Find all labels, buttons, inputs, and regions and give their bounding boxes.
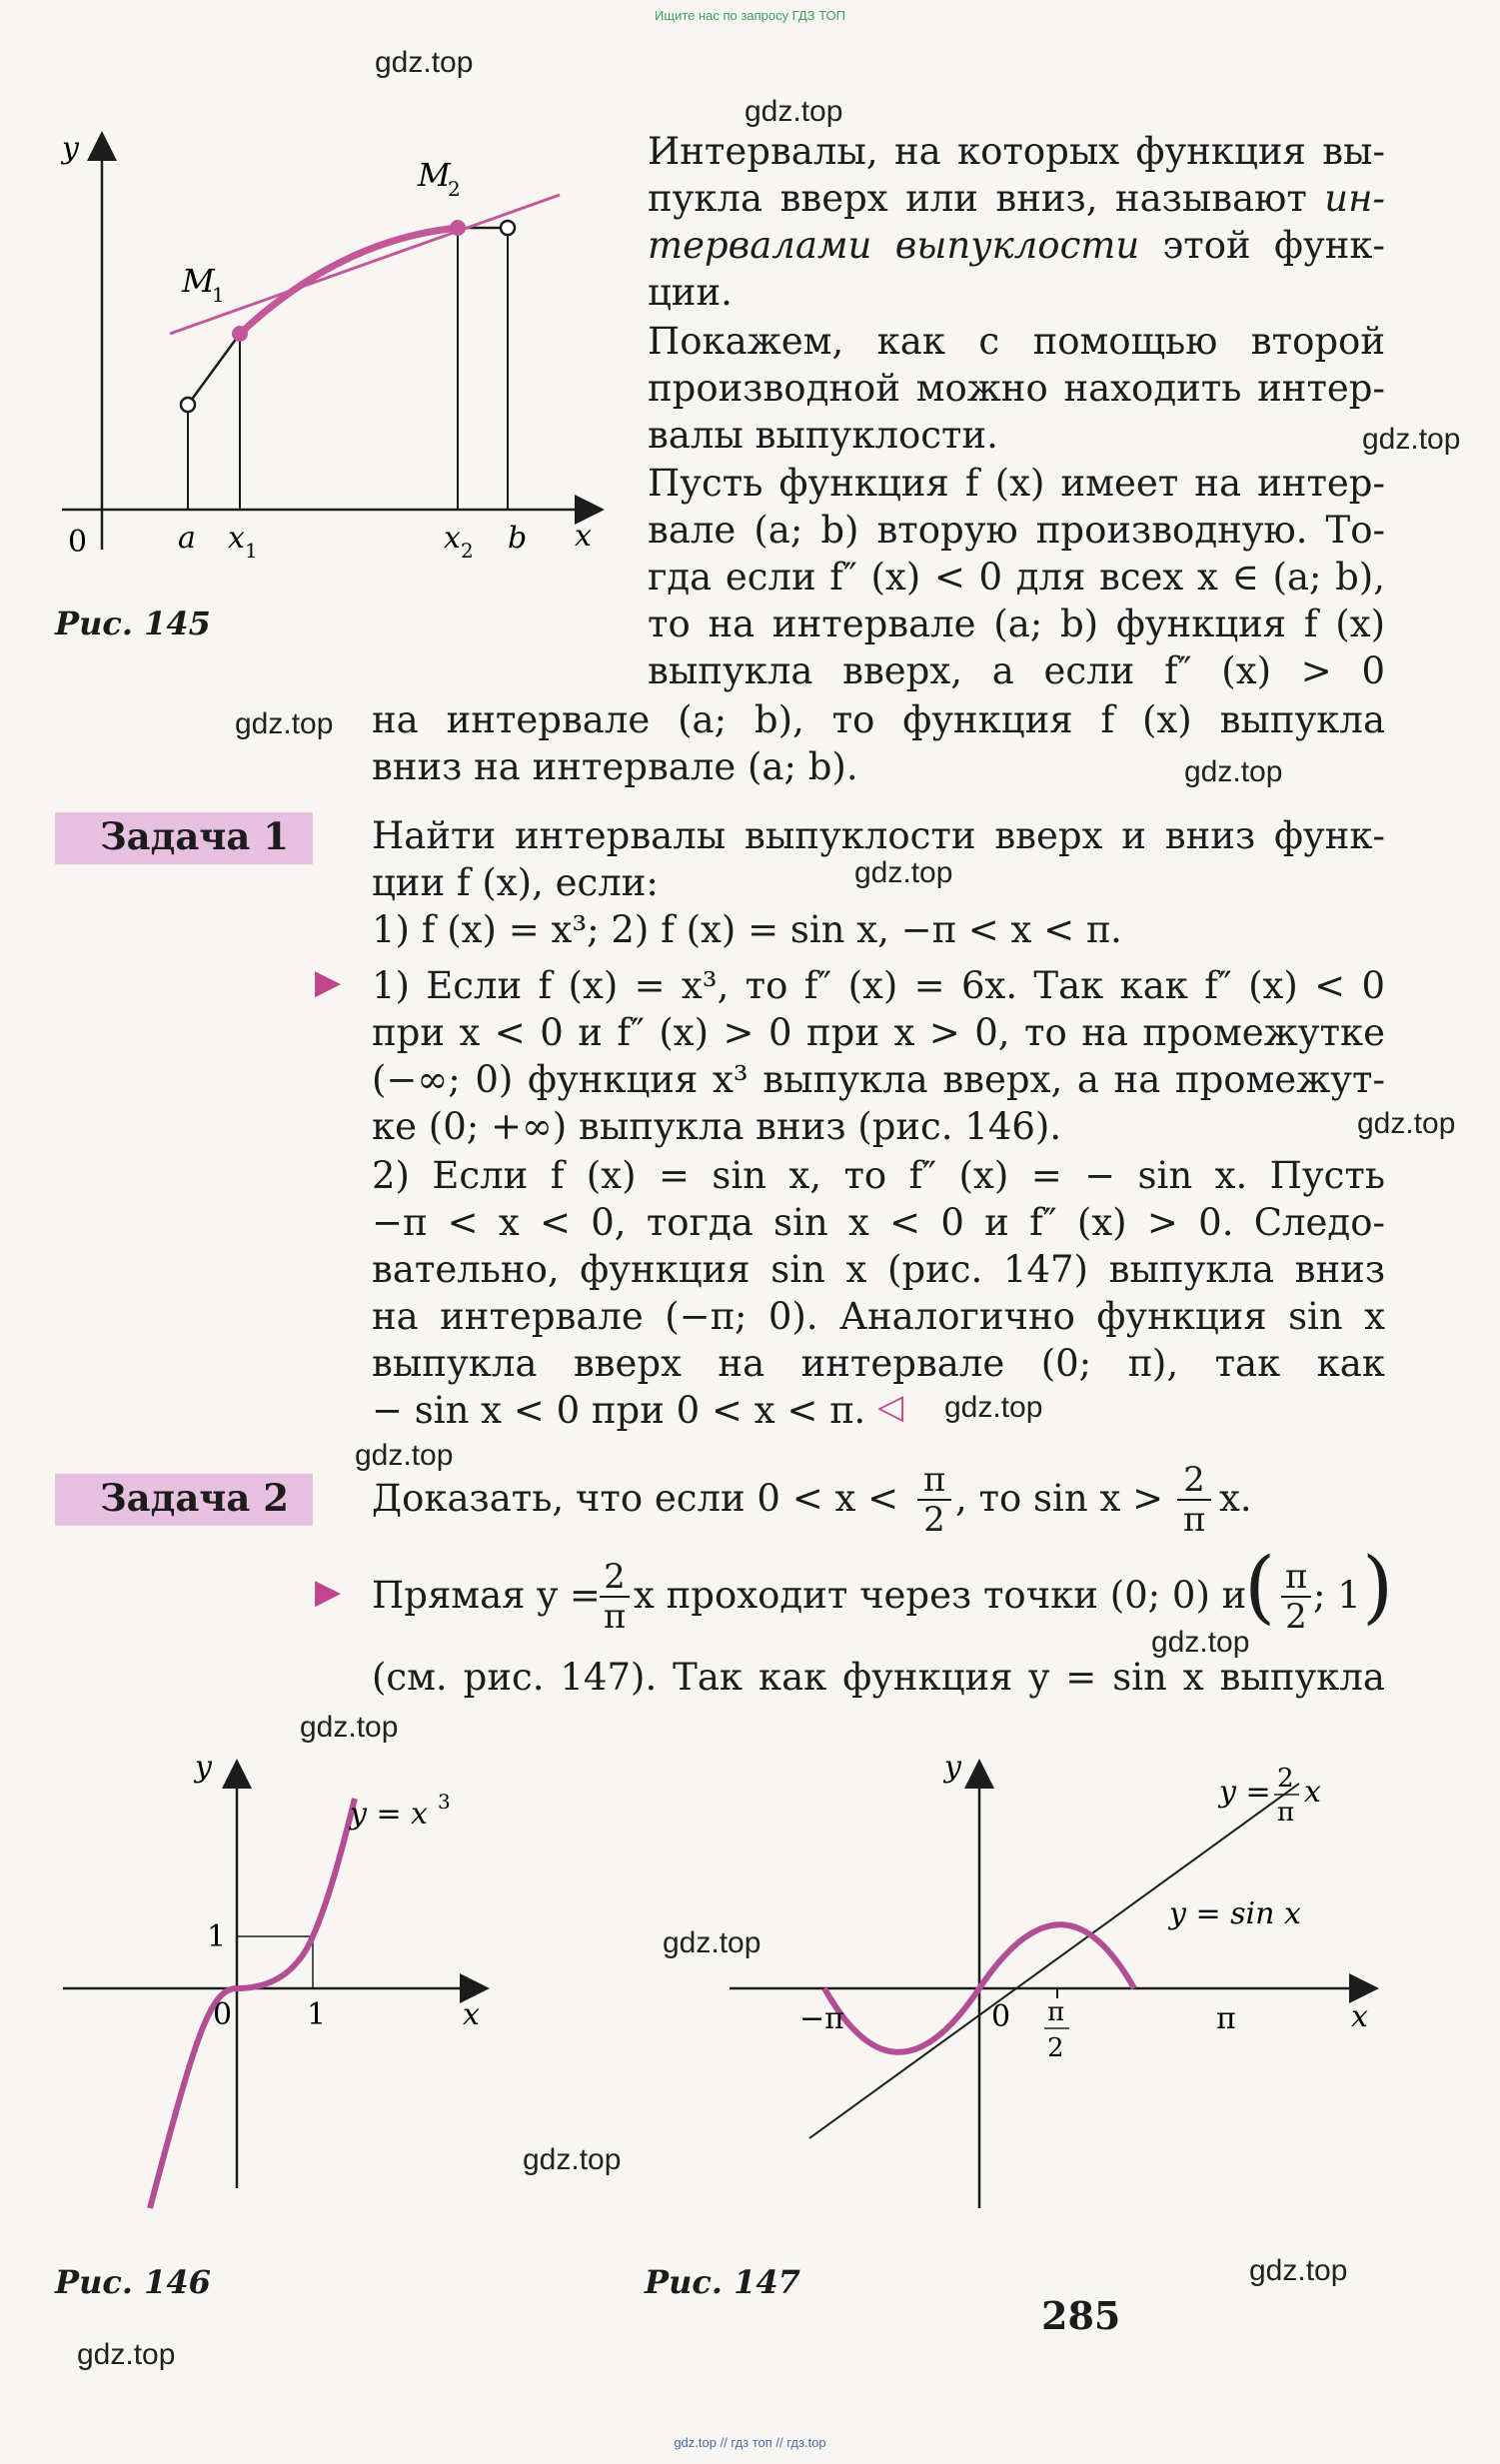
endpoint-a: [181, 398, 195, 412]
curve-black: [188, 228, 508, 405]
watermark: gdz.top: [375, 46, 474, 79]
task1-solution-9: выпукла вверх на интервале (0; π), так как: [372, 1342, 1385, 1385]
task2-frac1: π 2: [917, 1461, 951, 1539]
x-label: x: [575, 519, 592, 554]
task1-solution-5: 2) Если f (x) = sin x, то f″ (x) = − sin x. Пусть: [372, 1154, 1385, 1197]
m2-subscript: 2: [448, 177, 461, 201]
watermark: gdz.top: [77, 2338, 176, 2371]
intro-line-3: тервалами выпуклости этой функ-: [648, 224, 1385, 267]
function-exponent: 3: [438, 1790, 451, 1814]
a-label: a: [178, 521, 196, 556]
pi-label: π: [1216, 2001, 1236, 2036]
solution-start-icon-2: ▶: [315, 1572, 342, 1612]
intro-line-8: Пусть функция f (x) имеет на интер-: [648, 462, 1385, 505]
function-label: y = x: [350, 1797, 429, 1832]
task1-solution-1: 1) Если f (x) = x³, то f″ (x) = 6x. Так как f″ (x) < 0: [372, 964, 1385, 1007]
intro-line-14: вниз на интервале (a; b).: [372, 745, 858, 788]
task2-solution-1b: x проходит через точки (0; 0) и: [634, 1574, 1247, 1617]
task1-line-3: 1) f (x) = x³; 2) f (x) = sin x, −π < x < π.: [372, 908, 1122, 951]
neg-pi-label: −π: [799, 2001, 844, 2036]
intro-line-7: валы выпуклости.: [648, 414, 998, 457]
task1-label: Задача 1: [100, 814, 289, 858]
half-pi-denominator: 2: [1047, 2033, 1064, 2063]
solution-start-icon: ▶: [315, 962, 342, 1002]
x1-label: x: [228, 521, 245, 556]
m2-label: M: [418, 156, 451, 194]
task1-line-2: ции f (x), если:: [372, 861, 659, 904]
task2-line-1b: , то sin x >: [955, 1477, 1164, 1520]
intro-line-12: выпукла вверх, а если f″ (x) > 0: [648, 649, 1385, 692]
task2-label: Задача 2: [100, 1476, 289, 1520]
left-paren: (: [1244, 1540, 1276, 1633]
task1-solution-7: вательно, функция sin x (рис. 147) выпукла вниз: [372, 1248, 1385, 1291]
m1-subscript: 1: [212, 283, 225, 307]
task1-solution-3: (−∞; 0) функция x³ выпукла вверх, а на промежут-: [372, 1058, 1385, 1101]
watermark: gdz.top: [854, 856, 953, 889]
b-label: b: [508, 521, 528, 556]
m1-label: M: [182, 262, 215, 300]
endpoint-b: [501, 221, 515, 235]
origin-label: 0: [68, 525, 88, 560]
caption-fig145: Рис. 145: [55, 605, 211, 642]
intro-line-5: Покажем, как с помощью второй: [648, 320, 1385, 363]
figure-146: [55, 1739, 495, 2258]
task2-line-1c: x.: [1219, 1477, 1252, 1520]
intro-line-1: Интервалы, на которых функция вы-: [648, 130, 1385, 173]
y-label: y: [195, 1750, 212, 1785]
watermark: gdz.top: [663, 1926, 761, 1959]
x-label: x: [463, 1997, 480, 2032]
right-paren: ): [1362, 1540, 1394, 1633]
origin-label: 0: [991, 1999, 1011, 2034]
intro-line-2: пукла вверх или вниз, называют ин-: [648, 177, 1385, 220]
y-one-label: 1: [207, 1919, 227, 1954]
task1-solution-2: при x < 0 и f″ (x) > 0 при x > 0, то на промежутке: [372, 1011, 1385, 1054]
task1-solution-10: − sin x < 0 при 0 < x < π.: [372, 1389, 866, 1432]
top-note: Ищите нас по запросу ГДЗ ТОП: [655, 8, 845, 23]
watermark: gdz.top: [1151, 1626, 1250, 1659]
watermark: gdz.top: [523, 2143, 622, 2176]
half-pi-numerator: π: [1047, 1997, 1065, 2027]
sine-label: y = sin x: [1169, 1896, 1301, 1931]
point-m2: [450, 220, 466, 236]
intro-line-9: вале (a; b) вторую производную. То-: [648, 509, 1385, 552]
line-label-denominator: π: [1277, 1798, 1295, 1828]
y-label: y: [944, 1750, 961, 1785]
task2-solution-2: (см. рис. 147). Так как функция y = sin x выпукла: [372, 1656, 1385, 1699]
task2-frac2: 2 π: [1177, 1461, 1211, 1539]
task1-solution-6: −π < x < 0, тогда sin x < 0 и f″ (x) > 0. Следо-: [372, 1201, 1385, 1244]
intro-line-6: производной можно находить интер-: [648, 367, 1385, 410]
task1-solution-4: ке (0; +∞) выпукла вниз (рис. 146).: [372, 1105, 1062, 1148]
task2-sol-frac: 2 π: [600, 1558, 630, 1636]
point-m1: [232, 326, 248, 342]
watermark: gdz.top: [300, 1711, 399, 1744]
task1-solution-8: на интервале (−π; 0). Аналогично функция sin x: [372, 1295, 1385, 1338]
watermark: gdz.top: [1249, 2254, 1348, 2287]
watermark: gdz.top: [1357, 1107, 1456, 1140]
x-one-label: 1: [307, 1997, 327, 2032]
task2-solution-1c: ; 1: [1313, 1574, 1361, 1617]
intro-line-11: то на интервале (a; b) функция f (x): [648, 603, 1385, 645]
caption-fig146: Рис. 146: [55, 2263, 211, 2301]
watermark: gdz.top: [745, 95, 843, 128]
x2-label: x: [444, 521, 461, 556]
task2-line-1a: Доказать, что если 0 < x <: [372, 1477, 899, 1520]
watermark: gdz.top: [355, 1439, 454, 1472]
bottom-note: gdz.top // гдз топ // гдз.top: [674, 2435, 826, 2450]
x2-subscript: 2: [461, 539, 474, 563]
task2-solution-1a: Прямая y =: [372, 1574, 601, 1617]
figure-147: [730, 1739, 1389, 2258]
y-label: y: [62, 131, 79, 166]
task1-line-1: Найти интервалы выпуклости вверх и вниз функ-: [372, 814, 1385, 857]
intro-line-13: на интервале (a; b), то функция f (x) выпукла: [372, 698, 1385, 741]
x1-subscript: 1: [245, 539, 258, 563]
x-label: x: [1351, 1999, 1368, 2034]
solution-end-icon: ◁: [877, 1387, 904, 1427]
task2-point-frac: π 2: [1281, 1558, 1311, 1636]
line-label: y =: [1219, 1775, 1271, 1810]
origin-label: 0: [213, 1997, 233, 2032]
watermark: gdz.top: [1362, 423, 1461, 456]
line-label-var: x: [1304, 1775, 1321, 1810]
caption-fig147: Рис. 147: [645, 2263, 800, 2301]
line-label-numerator: 2: [1277, 1764, 1294, 1794]
watermark: gdz.top: [944, 1391, 1043, 1424]
figure-145: [40, 120, 620, 580]
watermark: gdz.top: [235, 707, 334, 740]
line-2-over-pi-x: [809, 1784, 1299, 2138]
chord-line: [170, 195, 560, 334]
page-number: 285: [1041, 2293, 1121, 2338]
watermark: gdz.top: [1184, 755, 1283, 788]
intro-line-10: гда если f″ (x) < 0 для всех x ∈ (a; b),: [648, 556, 1385, 599]
intro-line-4: ции.: [648, 271, 733, 314]
